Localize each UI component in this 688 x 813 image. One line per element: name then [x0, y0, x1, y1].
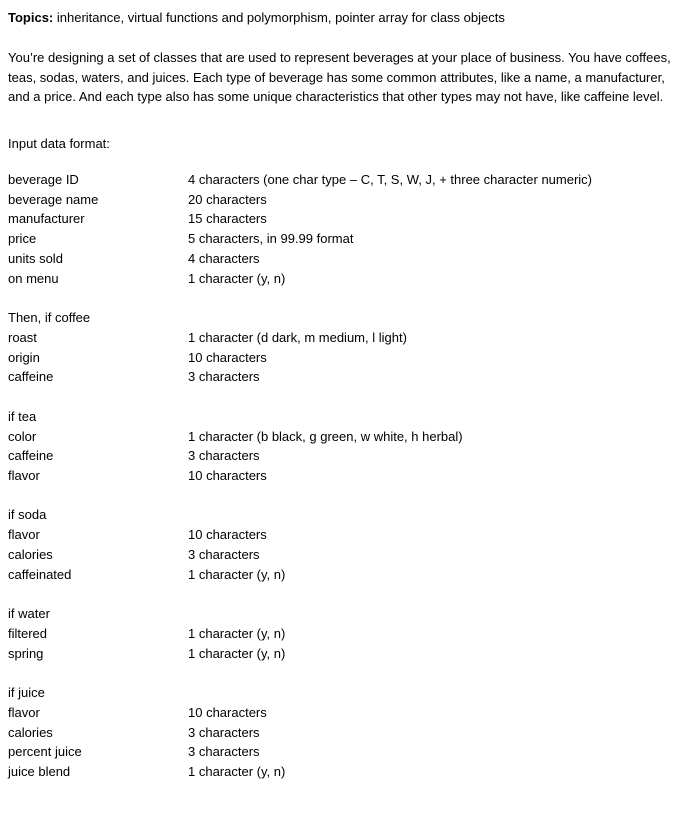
type-specific-fields [8, 308, 684, 782]
field-row [8, 525, 684, 545]
field-row [8, 762, 684, 782]
field-name: on menu [8, 270, 59, 286]
field-row [8, 170, 684, 190]
group-title: if soda [8, 507, 47, 523]
field-name: beverage ID [8, 171, 79, 187]
field-row [8, 269, 684, 289]
field-format: 1 character (y, n) [188, 625, 286, 641]
field-name: percent juice [8, 744, 82, 760]
field-row [8, 565, 684, 585]
field-name: price [8, 231, 37, 247]
field-format: 1 character (d dark, m medium, l light) [188, 329, 407, 345]
group-title: if juice [8, 685, 45, 701]
field-name: calories [8, 547, 53, 563]
field-format: 10 characters [188, 468, 267, 484]
field-name: flavor [8, 527, 40, 543]
field-row [8, 703, 684, 723]
topics-line [8, 8, 684, 28]
field-row [8, 190, 684, 210]
field-format: 4 characters (one char type – C, T, S, W, J, + three character numeric) [188, 171, 593, 187]
field-group [8, 604, 684, 663]
field-name: manufacturer [8, 211, 85, 227]
field-group [8, 505, 684, 584]
field-name: origin [8, 349, 40, 365]
field-row [8, 367, 684, 387]
field-row [8, 249, 684, 269]
topics-label: Topics: [8, 10, 54, 25]
field-name: juice blend [8, 764, 71, 780]
group-title: if water [8, 606, 50, 622]
field-row [8, 723, 684, 743]
field-row [8, 427, 684, 447]
field-format: 15 characters [188, 211, 267, 227]
field-format: 3 characters [188, 448, 260, 464]
field-row [8, 742, 684, 762]
group-title: if tea [8, 408, 37, 424]
group-title: Then, if coffee [8, 310, 91, 326]
field-format: 4 characters [188, 250, 260, 266]
field-name: caffeinated [8, 566, 72, 582]
field-row [8, 209, 684, 229]
field-format: 1 character (y, n) [188, 764, 286, 780]
field-format: 10 characters [188, 527, 267, 543]
document-page [8, 8, 684, 782]
field-row [8, 446, 684, 466]
field-row [8, 348, 684, 368]
field-format: 3 characters [188, 744, 260, 760]
field-name: caffeine [8, 369, 54, 385]
field-name: flavor [8, 704, 40, 720]
field-format: 1 character (y, n) [188, 566, 286, 582]
field-name: roast [8, 329, 37, 345]
field-group [8, 407, 684, 486]
field-group [8, 308, 684, 387]
input-format-heading: Input data format: [8, 135, 110, 151]
common-fields-table [8, 170, 684, 289]
field-name: beverage name [8, 191, 99, 207]
field-group [8, 683, 684, 782]
field-row [8, 328, 684, 348]
field-name: filtered [8, 625, 48, 641]
field-format: 10 characters [188, 349, 267, 365]
field-format: 3 characters [188, 724, 260, 740]
field-row [8, 624, 684, 644]
field-format: 5 characters, in 99.99 format [188, 231, 354, 247]
field-format: 3 characters [188, 369, 260, 385]
field-row [8, 229, 684, 249]
field-format: 20 characters [188, 191, 267, 207]
field-row [8, 466, 684, 486]
field-name: spring [8, 645, 44, 661]
field-format: 1 character (y, n) [188, 270, 286, 286]
field-format: 10 characters [188, 704, 267, 720]
field-name: caffeine [8, 448, 54, 464]
field-name: calories [8, 724, 53, 740]
topics-text: inheritance, virtual functions and polymorphism, pointer array for class objects [53, 10, 505, 25]
field-format: 1 character (b black, g green, w white, h herbal) [188, 428, 463, 444]
field-name: units sold [8, 250, 63, 266]
field-name: flavor [8, 468, 40, 484]
field-format: 1 character (y, n) [188, 645, 286, 661]
intro-paragraph: You’re designing a set of classes that are used to represent beverages at your place of business. You have coffees, teas, sodas, waters, and juices. Each type of beverage has some common attributes, like a name, a manufacturer, and a price. And each type also has some unique characteristics that other types may not have, like caffeine level. [8, 50, 671, 105]
field-row [8, 545, 684, 565]
field-format: 3 characters [188, 547, 260, 563]
field-name: color [8, 428, 37, 444]
field-row [8, 644, 684, 664]
